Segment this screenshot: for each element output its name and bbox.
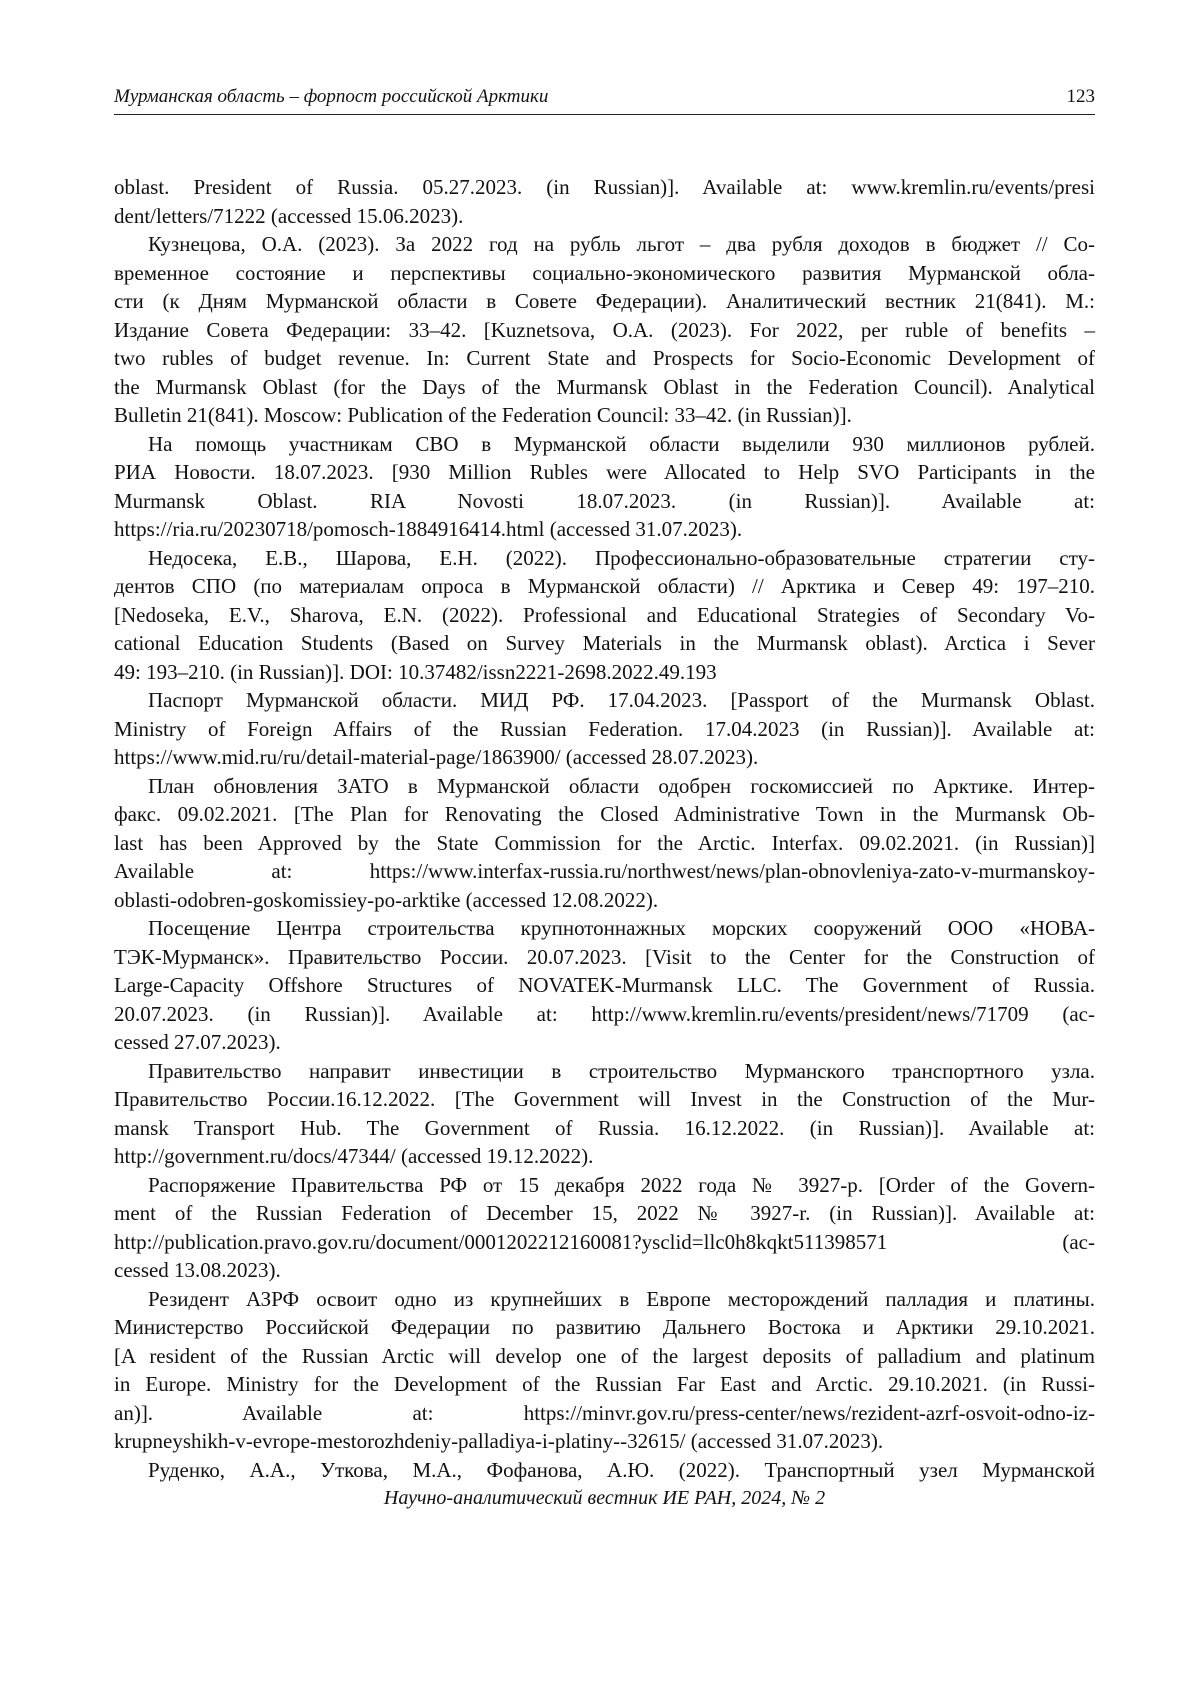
reference-line: https://www.mid.ru/ru/detail-material-page/1863900/ (accessed 28.07.2023).	[114, 745, 759, 769]
reference-line: Available at: https://www.interfax-russia.ru/northwest/news/plan-obnovleniya-zato-v-murmanskoy-	[114, 859, 1095, 883]
reference-entry	[114, 230, 1095, 430]
reference-entry	[114, 544, 1095, 687]
reference-line: last has been Approved by the State Commission for the Arctic. Interfax. 09.02.2021. (in Russian)]	[114, 830, 1095, 855]
reference-entry	[114, 1171, 1095, 1285]
reference-line: http://government.ru/docs/47344/ (accessed 19.12.2022).	[114, 1144, 594, 1168]
reference-line: Резидент АЗРФ освоит одно из крупнейших в Европе месторождений палладия и платины.	[148, 1286, 1095, 1311]
reference-line: http://publication.pravo.gov.ru/document/0001202212160081?ysclid=llc0h8kqkt511398571 (ac-	[114, 1229, 1095, 1254]
reference-line: mansk Transport Hub. The Government of Russia. 16.12.2022. (in Russian)]. Available at:	[114, 1115, 1095, 1140]
reference-line: Murmansk Oblast. RIA Novosti 18.07.2023. (in Russian)]. Available at:	[114, 488, 1095, 513]
reference-line: cessed 13.08.2023).	[114, 1258, 281, 1282]
reference-entry	[114, 772, 1095, 915]
journal-footer: Научно-аналитический вестник ИЕ РАН, 2024, № 2	[383, 1487, 826, 1509]
reference-entry	[114, 1285, 1095, 1456]
reference-line: an)]. Available at: https://minvr.gov.ru/press-center/news/rezident-azrf-osvoit-odno-iz-	[114, 1400, 1095, 1425]
reference-line: временное состояние и перспективы социально-экономического развития Мурманской обла-	[114, 260, 1095, 285]
running-header	[114, 84, 1095, 115]
reference-entry	[114, 173, 1095, 230]
reference-entry	[114, 1057, 1095, 1171]
reference-line: сти (к Дням Мурманской области в Совете Федерации). Аналитический вестник 21(841). М.:	[114, 289, 1095, 313]
reference-line: Руденко, А.А., Уткова, М.А., Фофанова, А.Ю. (2022). Транспортный узел Мурманской	[148, 1457, 1095, 1482]
reference-line: [Nedoseka, E.V., Sharova, E.N. (2022). Professional and Educational Strategies of Secondary Vo-	[114, 602, 1095, 627]
reference-line: oblasti-odobren-goskomissiey-po-arktike (accessed 12.08.2022).	[114, 887, 659, 912]
reference-line: РИА Новости. 18.07.2023. [930 Million Rubles were Allocated to Help SVO Participants in the	[114, 460, 1095, 484]
reference-line: ment of the Russian Federation of December 15, 2022 № 3927-r. (in Russian)]. Available at:	[114, 1201, 1095, 1225]
reference-entry	[114, 1456, 1095, 1485]
running-title: Мурманская область – форпост российской Арктики	[114, 86, 549, 107]
reference-line: in Europe. Ministry for the Development of the Russian Far East and Arctic. 29.10.2021. (in Russi-	[114, 1372, 1095, 1396]
reference-entry	[114, 430, 1095, 544]
reference-line: oblast. President of Russia. 05.27.2023. (in Russian)]. Available at: www.kremlin.ru/events/presi	[114, 175, 1095, 199]
reference-line: 49: 193–210. (in Russian)]. DOI: 10.37482/issn2221-2698.2022.49.193	[114, 659, 717, 684]
reference-line: cessed 27.07.2023).	[114, 1030, 281, 1054]
reference-line: Недосека, Е.В., Шарова, Е.Н. (2022). Профессионально-образовательные стратегии сту-	[148, 545, 1095, 570]
reference-list	[114, 173, 1095, 1484]
reference-line: ТЭК-Мурманск». Правительство России. 20.07.2023. [Visit to the Center for the Construction of	[114, 944, 1095, 969]
reference-entry	[114, 686, 1095, 772]
reference-line: Правительство направит инвестиции в строительство Мурманского транспортного узла.	[148, 1058, 1095, 1083]
reference-line: Кузнецова, О.А. (2023). За 2022 год на рубль льгот – два рубля доходов в бюджет // Со-	[148, 232, 1095, 256]
reference-line: cational Education Students (Based on Survey Materials in the Murmansk oblast). Arctica i Sever	[114, 631, 1095, 655]
reference-line: krupneyshikh-v-evrope-mestorozhdeniy-palladiya-i-platiny--32615/ (accessed 31.07.2023).	[114, 1429, 884, 1453]
reference-line: Large-Capacity Offshore Structures of NOVATEK-Murmansk LLC. The Government of Russia.	[114, 973, 1095, 997]
reference-line: Посещение Центра строительства крупнотоннажных морских сооружений ООО «НОВА-	[148, 916, 1095, 940]
reference-line: Министерство Российской Федерации по развитию Дальнего Востока и Арктики 29.10.2021.	[114, 1315, 1095, 1339]
reference-line: Правительство России.16.12.2022. [The Government will Invest in the Construction of the Mur-	[114, 1087, 1095, 1111]
reference-line: https://ria.ru/20230718/pomosch-1884916414.html (accessed 31.07.2023).	[114, 517, 743, 541]
reference-line: [A resident of the Russian Arctic will develop one of the largest deposits of palladium and platinum	[114, 1343, 1095, 1368]
reference-line: На помощь участникам СВО в Мурманской области выделили 930 миллионов рублей.	[148, 431, 1095, 456]
reference-line: two rubles of budget revenue. In: Current State and Prospects for Socio-Economic Development of	[114, 346, 1095, 370]
page-number: 123	[1066, 86, 1095, 107]
reference-line: Паспорт Мурманской области. МИД РФ. 17.04.2023. [Passport of the Murmansk Oblast.	[148, 688, 1095, 712]
reference-line: факс. 09.02.2021. [The Plan for Renovating the Closed Administrative Town in the Murmansk Ob-	[114, 802, 1095, 826]
reference-line: Ministry of Foreign Affairs of the Russian Federation. 17.04.2023 (in Russian)]. Available at:	[114, 716, 1095, 741]
reference-line: План обновления ЗАТО в Мурманской области одобрен госкомиссией по Арктике. Интер-	[148, 773, 1095, 798]
reference-line: Издание Совета Федерации: 33–42. [Kuznetsova, O.A. (2023). For 2022, per ruble of benefits –	[114, 317, 1095, 342]
reference-line: Bulletin 21(841). Moscow: Publication of the Federation Council: 33–42. (in Russian)].	[114, 403, 852, 427]
reference-line: дентов СПО (по материалам опроса в Мурманской области) // Арктика и Север 49: 197–210.	[114, 574, 1095, 598]
reference-entry	[114, 914, 1095, 1057]
reference-line: Распоряжение Правительства РФ от 15 декабря 2022 года № 3927-р. [Order of the Govern-	[148, 1172, 1095, 1197]
reference-line: dent/letters/71222 (accessed 15.06.2023).	[114, 203, 464, 228]
reference-line: 20.07.2023. (in Russian)]. Available at: http://www.kremlin.ru/events/president/news/71709 (ac-	[114, 1001, 1095, 1026]
reference-line: the Murmansk Oblast (for the Days of the Murmansk Oblast in the Federation Council). Analytical	[114, 374, 1095, 399]
